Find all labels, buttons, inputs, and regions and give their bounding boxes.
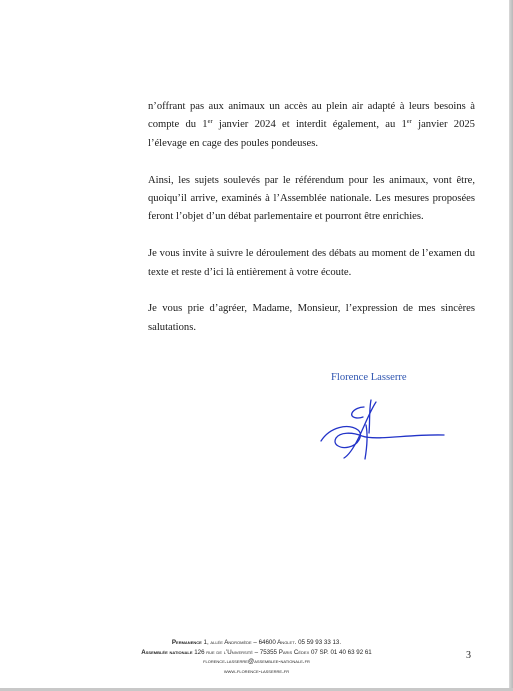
paragraph-1: n’offrant pas aux animaux un accès au plein air adapté à leurs besoins à compte du 1er janvier 2024 et interdit également, au 1er janvier 2025 l’élevage en cage des poules pondeuses. bbox=[148, 101, 475, 149]
signatory-name: Florence Lasserre bbox=[331, 372, 407, 383]
footer-website[interactable]: www.florence-lasserre.fr bbox=[223, 667, 290, 675]
footer-email[interactable]: florence.lasserre@assemblee-nationale.fr bbox=[203, 658, 310, 665]
handwritten-signature bbox=[318, 397, 448, 467]
letterhead-footer bbox=[0, 638, 513, 676]
page-number: 3 bbox=[466, 650, 471, 661]
paragraph-3: Je vous invite à suivre le déroulement des débats au moment de l’examen du texte et reste d’ici là entièrement à votre écoute. bbox=[148, 248, 475, 278]
page-edge-shadow bbox=[509, 0, 513, 691]
paragraph-4: Je vous prie d’agréer, Madame, Monsieur, l’expression de mes sincères salutations. bbox=[148, 303, 475, 333]
letter-body bbox=[148, 98, 475, 356]
footer-permanence: Permanence 1, allée Andromède – 64600 Anglet. 05 59 93 33 13. bbox=[171, 639, 342, 646]
footer-assemblee: Assemblée nationale 126 rue de l’Université – 75355 Paris Cédex 07 SP. 01 40 63 92 61 bbox=[141, 648, 372, 656]
paragraph-2: Ainsi, les sujets soulevés par le référendum pour les animaux, vont être, quoiqu’il arrive, examinés à l’Assemblée nationale. Les mesures proposées feront l’objet d’un débat parlementaire et pourront être enrichies. bbox=[148, 174, 475, 223]
